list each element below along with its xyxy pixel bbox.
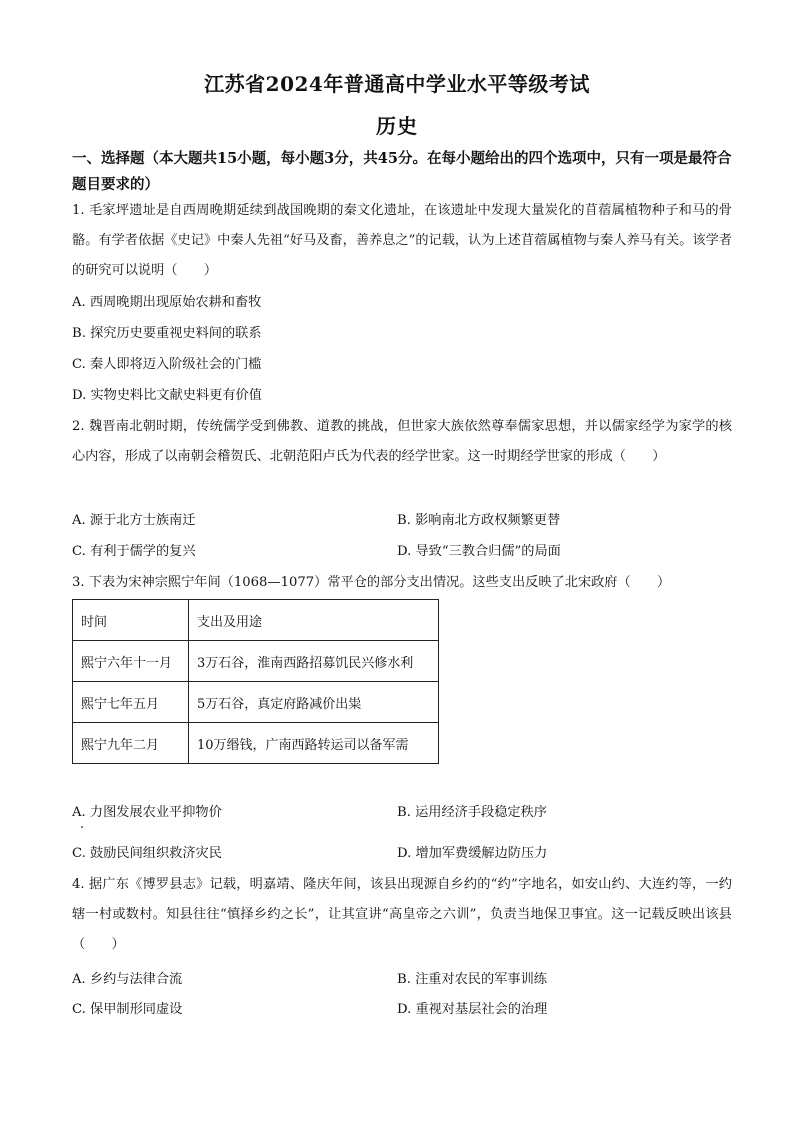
question-3-option-a[interactable]: A. 力图发展农业平抑物价	[72, 805, 222, 820]
table-cell: 5万石谷，真定府路减价出粜	[189, 682, 439, 723]
question-4-option-b[interactable]: B. 注重对农民的军事训练	[397, 972, 547, 987]
question-1-option-c[interactable]: C. 秦人即将迈入阶级社会的门槛	[72, 357, 262, 372]
question-4-option-c[interactable]: C. 保甲制形同虚设	[72, 1002, 183, 1017]
question-3-option-b[interactable]: B. 运用经济手段稳定秩序	[397, 805, 547, 820]
question-2-option-a[interactable]: A. 源于北方士族南迁	[72, 513, 196, 528]
table-cell: 10万缗钱，广南西路转运司以备军需	[189, 723, 439, 764]
question-2-stem: 2. 魏晋南北朝时期，传统儒学受到佛教、道教的挑战，但世家大族依然尊奉儒家思想，并以儒家经学为家学的核心内容，形成了以南朝会稽贺氏、北朝范阳卢氏为代表的经学世家。这一时期经学世家的形成（ ）	[72, 419, 732, 464]
table-header-cell: 时间	[73, 600, 189, 641]
exam-title: 江苏省2024年普通高中学业水平等级考试	[204, 72, 590, 96]
table-row	[73, 723, 439, 764]
question-3-option-c[interactable]: C. 鼓励民间组织救济灾民	[72, 846, 222, 861]
question-3-stem: 3. 下表为宋神宗熙宁年间（1068—1077）常平仓的部分支出情况。这些支出反映了北宋政府（ ）	[72, 575, 671, 590]
question-2-option-d[interactable]: D. 导致“三教合归儒”的局面	[397, 544, 561, 559]
table-cell: 熙宁七年五月	[73, 682, 189, 723]
question-1-option-a[interactable]: A. 西周晚期出现原始农耕和畜牧	[72, 295, 262, 310]
table-cell: 熙宁九年二月	[73, 723, 189, 764]
table-row	[73, 641, 439, 682]
question-1-option-b[interactable]: B. 探究历史要重视史料间的联系	[72, 326, 262, 341]
question-1-stem: 1. 毛家坪遗址是自西周晚期延续到战国晚期的秦文化遗址，在该遗址中发现大量炭化的苜蓿属植物种子和马的骨骼。有学者依据《史记》中秦人先祖“好马及畜，善养息之”的记载，认为上述苜蓿属植物与秦人养马有关。该学者的研究可以说明（ ）	[72, 203, 732, 278]
table-cell: 3万石谷，淮南西路招募饥民兴修水利	[189, 641, 439, 682]
expenditure-table	[72, 599, 439, 764]
question-4-option-a[interactable]: A. 乡约与法律合流	[72, 972, 183, 987]
question-3-option-d[interactable]: D. 增加军费缓解边防压力	[397, 846, 548, 861]
question-4-option-d[interactable]: D. 重视对基层社会的治理	[397, 1002, 548, 1017]
question-2-option-c[interactable]: C. 有利于儒学的复兴	[72, 544, 196, 559]
subject-title: 历史	[376, 114, 418, 138]
question-1-option-d[interactable]: D. 实物史料比文献史料更有价值	[72, 388, 262, 403]
table-header-row	[73, 600, 439, 641]
question-4-stem: 4. 据广东《博罗县志》记载，明嘉靖、隆庆年间，该县出现源自乡约的“约”字地名，如安山约、大连约等，一约辖一村或数村。知县往往“慎择乡约之长”，让其宣讲“高皇帝之六训”，负责当地保卫事宜。这一记载反映出该县（ ）	[72, 877, 732, 952]
section-heading: 一、选择题（本大题共15小题，每小题3分，共45分。在每小题给出的四个选项中，只有一项是最符合题目要求的）	[72, 150, 732, 193]
table-header-cell: 支出及用途	[189, 600, 439, 641]
table-cell: 熙宁六年十一月	[73, 641, 189, 682]
print-speck	[81, 826, 83, 828]
table-row	[73, 682, 439, 723]
question-2-option-b[interactable]: B. 影响南北方政权频繁更替	[397, 513, 561, 528]
